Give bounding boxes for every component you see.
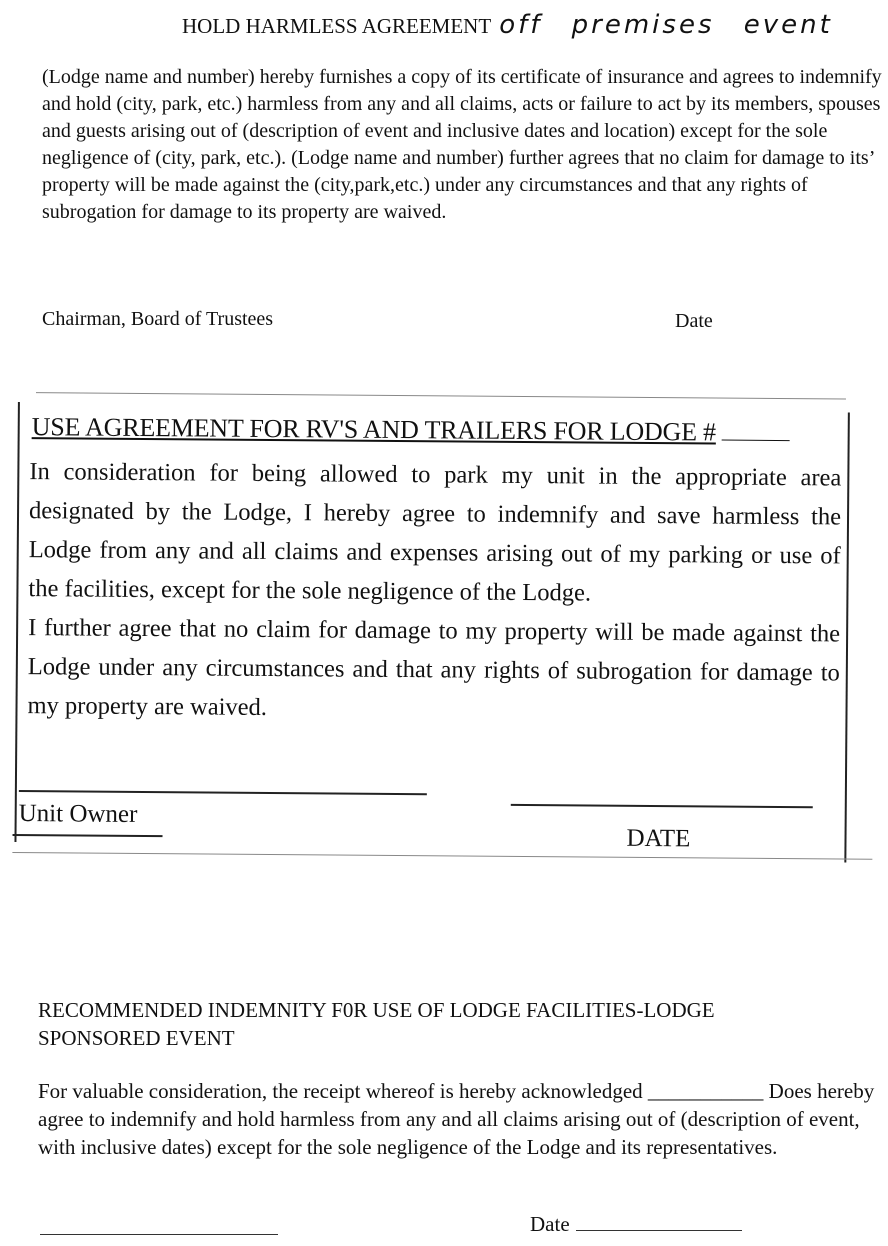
unit-owner-label: Unit Owner [18, 800, 138, 828]
hold-harmless-body: (Lodge name and number) hereby furnishes a copy of its certificate of insurance and agrees to indemnify and hold (city, park, etc.) harmless from any and all claims, acts or failure to act by its members, spouses and guests arising out of (description of event and inclusive dates and location) except for the sole negligence of (city, park, etc.). (Lodge name and number) further agrees that no claim for damage to its’ property will be made against the (city,park,etc.) under any circumstances and that any rights of subrogation for damage to its property are waived. [42, 66, 882, 223]
chairman-signature-label: Chairman, Board of Trustees [42, 308, 274, 330]
hold-harmless-title [182, 10, 833, 40]
box-right-border [844, 413, 850, 863]
rv-agreement-paragraph-2: I further agree that no claim for damage to my property will be made against the Lodge under any circumstances and that any rights of subrogation for damage to my property are waived. [27, 614, 841, 721]
lodge-number-blank [722, 422, 790, 442]
date-signature-line [511, 804, 813, 808]
box-top-edge [36, 392, 846, 399]
rv-date-label: DATE [626, 824, 691, 853]
indemnity-body: For valuable consideration, the receipt whereof is hereby acknowledged ___________ Does hereby agree to indemnify and hold harmless from any and all claims arising out of (description of event, with inclusive dates) except for the sole negligence of the Lodge and its representatives. [38, 1079, 875, 1159]
rv-agreement-body [27, 452, 841, 731]
section1-date-label: Date [675, 310, 713, 332]
box-left-border [14, 402, 19, 842]
rv-agreement-title [32, 412, 790, 448]
hold-harmless-heading: HOLD HARMLESS AGREEMENT [182, 14, 492, 38]
box-bottom-edge [12, 852, 872, 860]
rv-agreement-box [12, 392, 852, 863]
indemnity-title: RECOMMENDED INDEMNITY F0R USE OF LODGE FACILITIES-LODGE SPONSORED EVENT [38, 998, 715, 1050]
indemnity-date-label: Date [530, 1212, 570, 1236]
rv-agreement-paragraph-1: In consideration for being allowed to park my unit in the appropriate area designated by the Lodge, I hereby agree to indemnify and save harmless the Lodge from any and all claims and expenses arising out of my parking or use of the facilities, except for the sole negligence of the Lodge. [28, 458, 842, 607]
owner-underline [13, 834, 163, 837]
handwritten-note: off premises event [499, 10, 833, 40]
rv-agreement-heading: USE AGREEMENT FOR RV'S AND TRAILERS FOR LODGE # [31, 412, 717, 447]
indemnity-date [530, 1212, 742, 1237]
owner-signature-line [19, 790, 427, 795]
indemnity-signature-line [40, 1234, 278, 1235]
indemnity-date-blank [576, 1214, 742, 1231]
